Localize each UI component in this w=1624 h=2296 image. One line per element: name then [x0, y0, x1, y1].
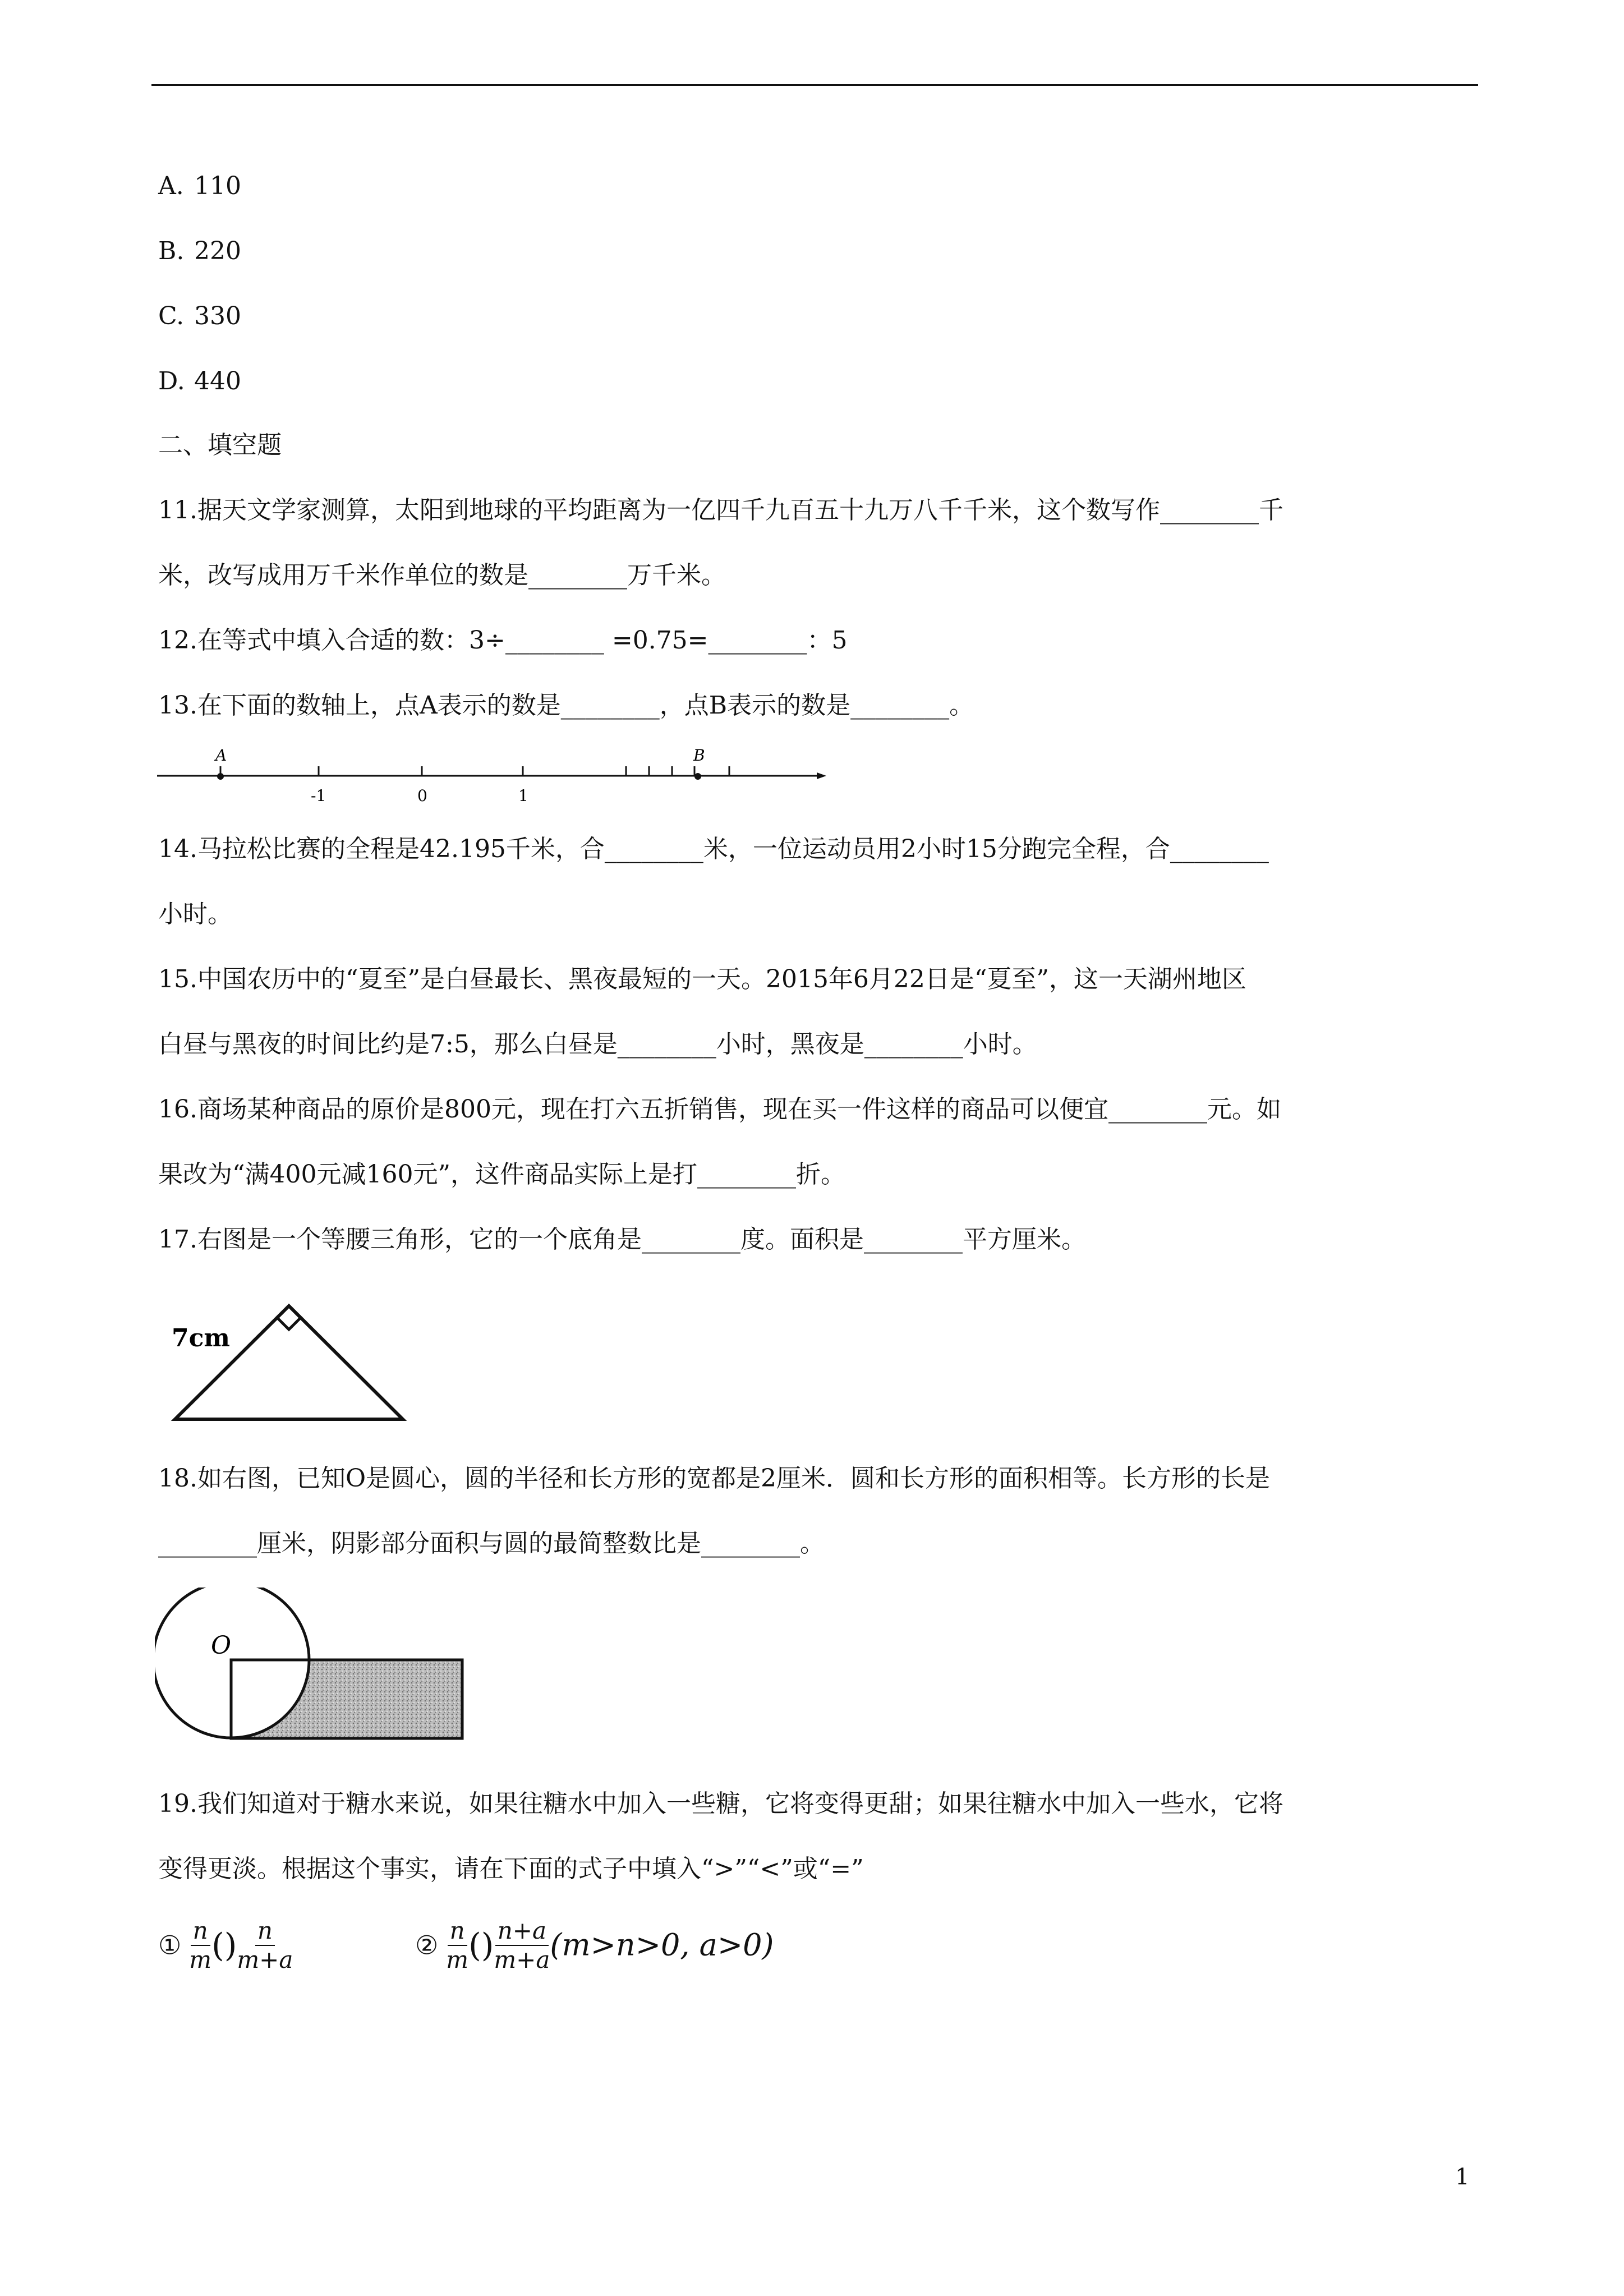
numerator: n+a: [495, 1917, 549, 1946]
question-16-line-1: 16.商场某种商品的原价是800元，现在打六五折销售，现在买一件这样的商品可以便宜________元。如: [158, 1095, 1281, 1124]
tick-label: 1: [518, 786, 528, 805]
question-17: 17.右图是一个等腰三角形，它的一个底角是________度。面积是________平方厘米。: [158, 1225, 1086, 1254]
option-letter: C.: [158, 302, 185, 330]
question-11-line-1: 11.据天文学家测算，太阳到地球的平均距离为一亿四千九百五十九万八千千米，这个数写作________千: [158, 496, 1283, 524]
option-d: [158, 365, 241, 398]
section-title: 二、填空题: [158, 431, 282, 459]
question-11-line-2: 米，改写成用万千米作单位的数是________万千米。: [158, 561, 726, 590]
answer-blank[interactable]: (): [468, 1926, 494, 1964]
question-19-line-1: 19.我们知道对于糖水来说，如果往糖水中加入一些糖，它将变得更甜；如果往糖水中加入一些水，它将: [158, 1789, 1283, 1818]
question-15-line-2: 白昼与黑夜的时间比约是7:5，那么白昼是________小时，黑夜是________小时。: [158, 1030, 1037, 1059]
point-b-label: B: [693, 746, 705, 765]
number-line-figure: [156, 739, 829, 812]
question-18-line-2: ________厘米，阴影部分面积与圆的最简整数比是________。: [158, 1529, 825, 1558]
denominator: m+a: [237, 1945, 293, 1973]
question-16-line-2: 果改为“满400元减160元”，这件商品实际上是打________折。: [158, 1160, 845, 1189]
formula-2: [415, 1913, 774, 1976]
question-14-line-1: 14.马拉松比赛的全程是42.195千米，合________米，一位运动员用2小时15分跑完全程，合________: [158, 835, 1269, 863]
fraction: [237, 1917, 293, 1974]
circle-rectangle-figure: [155, 1588, 480, 1756]
tick-label: 0: [417, 786, 427, 805]
fraction: [189, 1917, 211, 1974]
numerator: n: [255, 1917, 275, 1946]
question-19-line-2: 变得更淡。根据这个事实，请在下面的式子中填入“>”“<”或“=”: [158, 1855, 864, 1883]
page-number: 1: [1455, 2164, 1470, 2190]
side-label: 7cm: [172, 1324, 230, 1352]
option-value: 220: [194, 237, 241, 265]
question-13: 13.在下面的数轴上，点A表示的数是________，点B表示的数是________。: [158, 691, 974, 720]
question-15-line-1: 15.中国农历中的“夏至”是白昼最长、黑夜最短的一天。2015年6月22日是“夏至”，这一天湖州地区: [158, 965, 1246, 993]
question-18-line-1: 18.如右图，已知O是圆心，圆的半径和长方形的宽都是2厘米．圆和长方形的面积相等。长方形的长是: [158, 1464, 1271, 1493]
answer-blank[interactable]: (): [211, 1926, 237, 1964]
option-letter: B.: [158, 237, 185, 265]
condition: (m>n>0, a>0): [550, 1927, 774, 1963]
option-c: [158, 300, 241, 333]
circle-center-label: O: [211, 1631, 232, 1660]
isosceles-triangle: [175, 1306, 403, 1419]
option-letter: A.: [158, 172, 184, 200]
numerator: n: [191, 1917, 210, 1946]
option-value: 440: [194, 367, 241, 395]
point-a-label: A: [215, 746, 227, 765]
option-a: [158, 169, 241, 203]
point-a: [217, 773, 224, 780]
formula-1: [158, 1913, 293, 1976]
question-14-line-2: 小时。: [158, 900, 232, 928]
option-b: [158, 234, 241, 268]
fraction: [446, 1917, 468, 1974]
item-marker: ①: [158, 1930, 182, 1961]
option-value: 330: [194, 302, 241, 330]
numerator: n: [448, 1917, 467, 1946]
right-angle-marker: [277, 1318, 301, 1329]
item-marker: ②: [415, 1930, 439, 1961]
question-12: 12.在等式中填入合适的数：3÷________ =0.75=________：5: [158, 626, 848, 655]
denominator: m: [446, 1945, 469, 1973]
fraction: [494, 1917, 550, 1974]
option-letter: D.: [158, 367, 185, 395]
denominator: m: [189, 1945, 212, 1973]
triangle-figure: [159, 1285, 423, 1436]
point-b: [694, 773, 701, 780]
denominator: m+a: [494, 1945, 550, 1973]
header-rule: [151, 84, 1478, 86]
option-value: 110: [194, 172, 241, 200]
tick-label: -1: [311, 786, 326, 805]
